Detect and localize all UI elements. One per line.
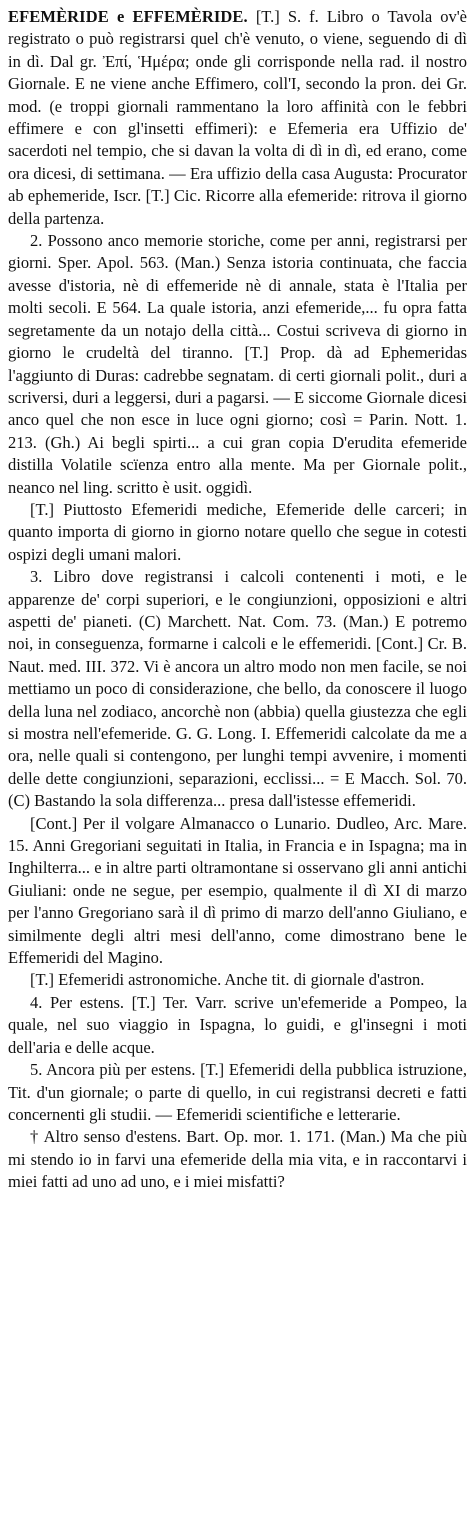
entry-paragraph-7: 4. Per estens. [T.] Ter. Varr. scrive un'efemeride a Pompeo, la quale, nel suo viaggio in Ispagna, lo guidi, e gl'insegni i moti dell'aria e delle acque. xyxy=(8,992,467,1057)
entry-paragraph-5: [Cont.] Per il volgare Almanacco o Lunario. Dudleo, Arc. Mare. 15. Anni Gregoriani seguitati in Italia, in Francia e in Ispagna; ma in Inghilterra... e in altre parti oltramontane si osservano gli anni antichi Giuliani: onde ne segue, per esempio, qualmente il dì XI di marzo per l'anno Gregoriano sarà il dì primo di marzo dell'anno Giuliano, e similmente degli altri mesi dell'anno, come dimostrano bene le Effemeridi del Magino. xyxy=(8,813,467,968)
entry-paragraph-4: 3. Libro dove registransi i calcoli contenenti i moti, e le apparenze de' corpi superiori, e le congiunzioni, opposizioni e altri aspetti de' pianeti. (C) Marchett. Nat. Com. 73. (Man.) E potremo noi, in conseguenza, formarne i calcoli e le effemeridi. [Cont.] Cr. B. Naut. med. III. 372. Vi è ancora un altro modo non men facile, se noi mettiamo un poco di considerazione, che bello, da conoscere il luogo della luna nel zodiaco, ancorchè non (abbia) quella giustezza che egli si mostra nell'efemeride. G. G. Long. I. Effemeridi calcolate da me a ora, nelle quali si contengono, per lunghi tempi avvenire, i momenti delle dette congiunzioni, separazioni, ecclissi... = E Macch. Sol. 70. (C) Bastando la sola differenza... presa dall'istesse effemeridi. xyxy=(8,567,467,811)
entry-paragraph-1-text: [T.] S. f. Libro o Tavola ov'è registrato o può registrarsi quel ch'è venuto, o viene, seguendo di dì in dì. Dal gr. Ἐπί, Ἡμέρα; onde gli corrisponde nella rad. il nostro Giornale. E ne viene anche Effimero, coll'I, secondo la pron. dei Gr. mod. (e troppi giornali rammentano la loro affinità con le febbri effimere e con gl'insetti effimeri): e Efemeria era Uffizio de' sacerdoti nel tempio, che si davan la volta di dì in dì, ed erano, come ora dicesi, di settimana. — Era uffizio della casa Augusta: Procurator ab ephemeride, Iscr. [T.] Cic. Ricorre alla efemeride: ritrova il giorno della partenza. xyxy=(8,7,467,228)
entry-paragraph-2: 2. Possono anco memorie storiche, come per anni, registrarsi per giorni. Sper. Apol. 563. (Man.) Senza istoria continuata, che faccia avesse d'istoria, nè di effemeride nè di annale, stata è l'Italia per molti secoli. E 564. La quale istoria, anzi efemeride,... fu opra fatta segretamente da un notajo della città... Costui scriveva di giorno in giorno le crudeltà del tiranno. [T.] Prop. dà ad Ephemeridas l'aggiunto di Duras: cadrebbe segnatam. di certi giornali polit., duri a scriversi, duri a leggersi, duri a pagarsi. — E siccome Giornale dicesi anco quel che non esce in luce ogni giorno; così = Parin. Nott. 1. 213. (Gh.) Ai begli spirti... a cui gran copia D'erudita efemeride distilla Volatile scïenza entro alla mente. Ma per Giornale polit., neanco nel ling. scritto è usit. oggidì. xyxy=(8,231,467,497)
entry-paragraph-1 xyxy=(8,6,467,230)
entry-paragraph-3: [T.] Piuttosto Efemeridi mediche, Efemeride delle carceri; in quanto importa di giorno in giorno notare quello che segue in cotesti ospizi degli umani malori. xyxy=(8,499,467,564)
entry-paragraph-6: [T.] Efemeridi astronomiche. Anche tit. di giornale d'astron. xyxy=(30,970,425,990)
entry-headword: EFEMÈRIDE e EFFEMÈRIDE. xyxy=(8,7,248,26)
entry-paragraph-9: † Altro senso d'estens. Bart. Op. mor. 1. 171. (Man.) Ma che più mi stendo io in farvi una efemeride della mia vita, e in raccontarvi i miei fatti ad uno ad uno, e i miei misfatti? xyxy=(8,1127,467,1192)
entry-paragraph-8: 5. Ancora più per estens. [T.] Efemeridi della pubblica istruzione, Tit. d'un giornale; o parte di quello, in cui registransi decreti e fatti concernenti gli studii. — Efemeridi scientifiche e letterarie. xyxy=(8,1060,467,1124)
